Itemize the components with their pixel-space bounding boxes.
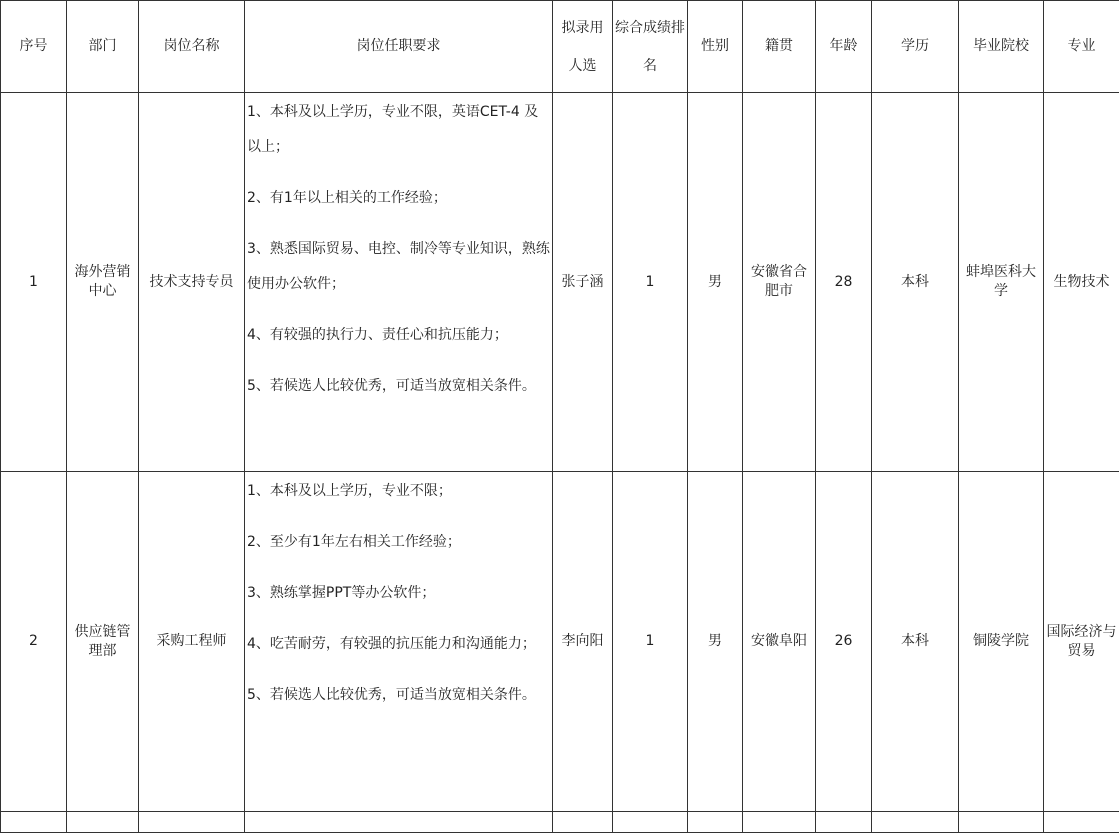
cell-education: 本科 <box>872 93 959 472</box>
cell-empty <box>872 812 959 833</box>
cell-gender: 男 <box>688 472 743 812</box>
header-school: 毕业院校 <box>959 1 1044 93</box>
requirement-item: 3、熟练掌握PPT等办公软件； <box>247 585 436 601</box>
cell-rank: 1 <box>613 472 688 812</box>
header-age: 年龄 <box>816 1 872 93</box>
cell-major: 国际经济与贸易 <box>1044 472 1119 812</box>
cell-empty <box>1044 812 1119 833</box>
cell-empty <box>245 812 553 833</box>
cell-empty <box>688 812 743 833</box>
cell-empty <box>816 812 872 833</box>
cell-age: 28 <box>816 93 872 472</box>
cell-origin: 安徽阜阳 <box>743 472 816 812</box>
cell-age: 26 <box>816 472 872 812</box>
cell-candidate: 李向阳 <box>553 472 613 812</box>
cell-school: 铜陵学院 <box>959 472 1044 812</box>
cell-empty <box>743 812 816 833</box>
requirement-item: 5、若候选人比较优秀，可适当放宽相关条件。 <box>247 687 536 703</box>
cell-seq: 2 <box>1 472 67 812</box>
cell-requirements <box>245 93 553 472</box>
cell-rank: 1 <box>613 93 688 472</box>
cell-gender: 男 <box>688 93 743 472</box>
requirement-item: 4、有较强的执行力、责任心和抗压能力； <box>247 327 508 343</box>
cell-position: 技术支持专员 <box>139 93 245 472</box>
requirement-item: 1、本科及以上学历，专业不限； <box>247 483 452 499</box>
table-row-partial <box>1 812 1119 833</box>
cell-empty <box>959 812 1044 833</box>
cell-major: 生物技术 <box>1044 93 1119 472</box>
cell-education: 本科 <box>872 472 959 812</box>
table-row <box>1 93 1119 472</box>
requirement-item: 2、至少有1年左右相关工作经验； <box>247 534 461 550</box>
requirement-item: 2、有1年以上相关的工作经验； <box>247 190 447 206</box>
cell-dept: 海外营销中心 <box>67 93 139 472</box>
header-row <box>1 1 1119 93</box>
requirement-item: 3、熟悉国际贸易、电控、制冷等专业知识，熟练使用办公软件； <box>247 241 550 292</box>
header-gender: 性别 <box>688 1 743 93</box>
header-seq: 序号 <box>1 1 67 93</box>
header-requirements: 岗位任职要求 <box>245 1 553 93</box>
header-origin: 籍贯 <box>743 1 816 93</box>
header-dept: 部门 <box>67 1 139 93</box>
header-candidate: 拟录用人选 <box>553 1 613 93</box>
cell-position: 采购工程师 <box>139 472 245 812</box>
header-rank: 综合成绩排名 <box>613 1 688 93</box>
header-education: 学历 <box>872 1 959 93</box>
cell-requirements <box>245 472 553 812</box>
cell-origin: 安徽省合肥市 <box>743 93 816 472</box>
cell-empty <box>139 812 245 833</box>
table-row <box>1 472 1119 812</box>
cell-empty <box>613 812 688 833</box>
requirement-item: 5、若候选人比较优秀，可适当放宽相关条件。 <box>247 378 536 394</box>
cell-dept: 供应链管理部 <box>67 472 139 812</box>
cell-school: 蚌埠医科大学 <box>959 93 1044 472</box>
cell-empty <box>1 812 67 833</box>
header-major: 专业 <box>1044 1 1119 93</box>
cell-empty <box>67 812 139 833</box>
cell-candidate: 张子涵 <box>553 93 613 472</box>
cell-seq: 1 <box>1 93 67 472</box>
requirement-item: 1、本科及以上学历，专业不限，英语CET-4 及以上； <box>247 104 539 155</box>
requirement-item: 4、吃苦耐劳，有较强的抗压能力和沟通能力； <box>247 636 536 652</box>
cell-empty <box>553 812 613 833</box>
header-position: 岗位名称 <box>139 1 245 93</box>
